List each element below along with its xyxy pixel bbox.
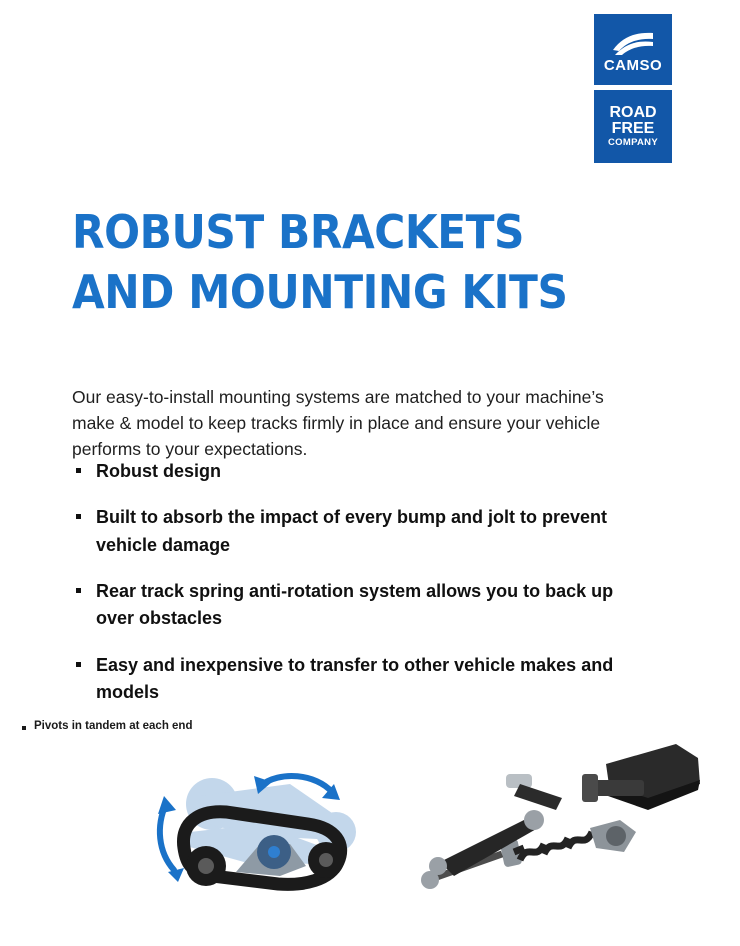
list-item: Rear track spring anti-rotation system allows you to back up over obstacles (72, 578, 652, 633)
logo-line-company: COMPANY (608, 137, 658, 149)
intro-paragraph: Our easy-to-install mounting systems are matched to your machine’s make & model to keep tracks firmly in place and ensure your vehicle performs to your expectations. (72, 386, 604, 459)
camso-wordmark: CAMSO (603, 57, 663, 74)
logo-line-free: FREE (611, 120, 655, 138)
camso-arc-mark-icon (611, 30, 655, 56)
road-free-company-logo (594, 90, 672, 163)
feature-bullet-list (72, 458, 652, 726)
mounting-hardware-photo (410, 736, 710, 916)
page-title-line-2: AND MOUNTING KITS (72, 264, 568, 319)
rubber-track-illustration (140, 744, 390, 909)
brand-logo-stack (594, 14, 672, 163)
page-title-line-1: ROBUST BRACKETS (72, 204, 525, 259)
figure-caption: Pivots in tandem at each end (20, 720, 192, 732)
logo-line-road: ROAD (609, 103, 657, 121)
list-item: Robust design (72, 458, 652, 485)
list-item: Built to absorb the impact of every bump and jolt to prevent vehicle damage (72, 504, 652, 559)
list-item: Easy and inexpensive to transfer to other vehicle makes and models (72, 652, 652, 707)
page-title (72, 203, 567, 323)
camso-logo (594, 14, 672, 85)
figure-area (0, 736, 740, 946)
